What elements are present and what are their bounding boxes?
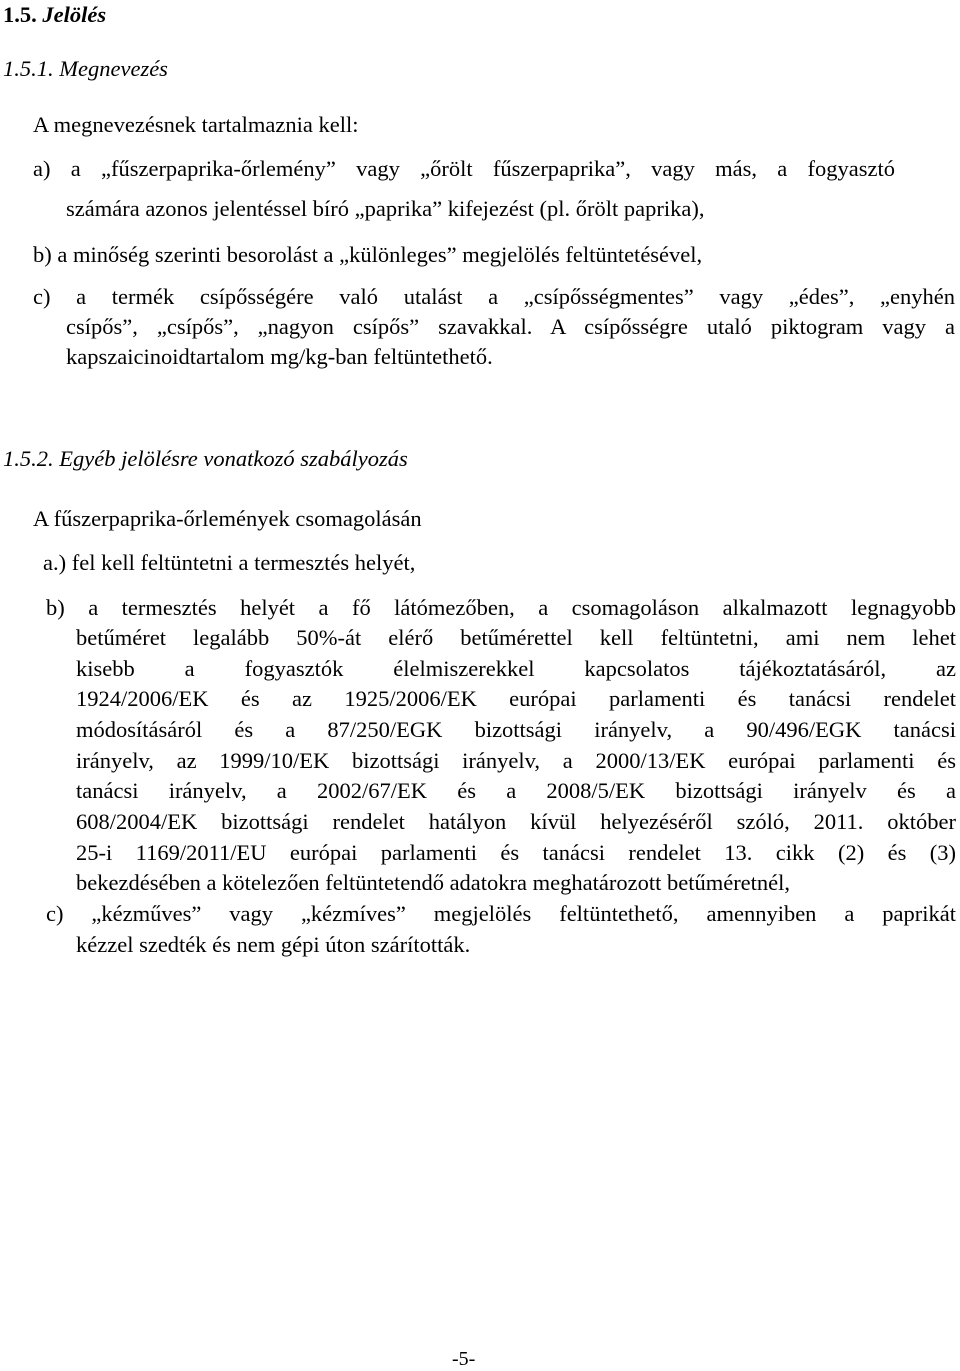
egyeb-item-b-line4: 1924/2006/EK és az 1925/2006/EK európai parlamenti és tanácsi rendelet <box>76 686 956 711</box>
item-a-line1: a) a „fűszerpaprika-őrlemény” vagy „őrölt fűszerpaprika”, vagy más, a fogyasztó <box>33 156 895 181</box>
subsection-heading-megnevezes: 1.5.1. Megnevezés <box>3 56 168 81</box>
egyeb-item-b-line6: irányelv, az 1999/10/EK bizottsági irányelv, a 2000/13/EK európai parlamenti és <box>76 748 956 773</box>
egyeb-item-b-line2: betűméret legalább 50%-át elérő betűmérettel kell feltüntetni, ami nem lehet <box>76 625 956 650</box>
egyeb-item-c-line2: kézzel szedték és nem gépi úton szárították. <box>76 932 471 957</box>
egyeb-intro: A fűszerpaprika-őrlemények csomagolásán <box>33 506 422 531</box>
megnevezes-intro: A megnevezésnek tartalmaznia kell: <box>33 112 359 137</box>
item-b-line: b) a minőség szerinti besorolást a „különleges” megjelölés feltüntetésével, <box>33 242 703 267</box>
section-title: Jelölés <box>42 2 107 27</box>
item-c-line1: c) a termék csípősségére való utalást a „csípősségmentes” vagy „édes”, „enyhén <box>33 284 955 309</box>
page-number: -5- <box>452 1348 476 1370</box>
egyeb-item-b-line7: tanácsi irányelv, a 2002/67/EK és a 2008/5/EK bizottsági irányelv és a <box>76 778 956 803</box>
egyeb-item-b-line10: bekezdésében a kötelezően feltüntetendő adatokra meghatározott betűméretnél, <box>76 870 791 895</box>
egyeb-item-c-line1: c) „kézműves” vagy „kézmíves” megjelölés feltüntethető, amennyiben a paprikát <box>46 901 956 926</box>
egyeb-item-b-line3: kisebb a fogyasztók élelmiszerekkel kapcsolatos tájékoztatásáról, az <box>76 656 956 681</box>
item-a-line2: számára azonos jelentéssel bíró „paprika” kifejezést (pl. őrölt paprika), <box>66 196 705 221</box>
egyeb-item-a: a.) fel kell feltüntetni a termesztés helyét, <box>43 550 416 575</box>
section-number: 1.5. <box>3 2 37 27</box>
section-heading <box>3 2 106 28</box>
subsection-heading-egyeb: 1.5.2. Egyéb jelölésre vonatkozó szabályozás <box>3 446 408 471</box>
egyeb-item-b-line5: módosításáról és a 87/250/EGK bizottsági irányelv, a 90/496/EGK tanácsi <box>76 717 956 742</box>
egyeb-item-b-line9: 25-i 1169/2011/EU európai parlamenti és tanácsi rendelet 13. cikk (2) és (3) <box>76 840 956 865</box>
item-c-line2: csípős”, „csípős”, „nagyon csípős” szavakkal. A csípősségre utaló piktogram vagy a <box>66 314 955 339</box>
egyeb-item-b-line8: 608/2004/EK bizottsági rendelet hatályon kívül helyezéséről szóló, 2011. október <box>76 809 956 834</box>
item-c-line3: kapszaicinoidtartalom mg/kg-ban feltüntethető. <box>66 344 493 369</box>
egyeb-item-b-line1: b) a termesztés helyét a fő látómezőben, a csomagoláson alkalmazott legnagyobb <box>46 595 956 620</box>
